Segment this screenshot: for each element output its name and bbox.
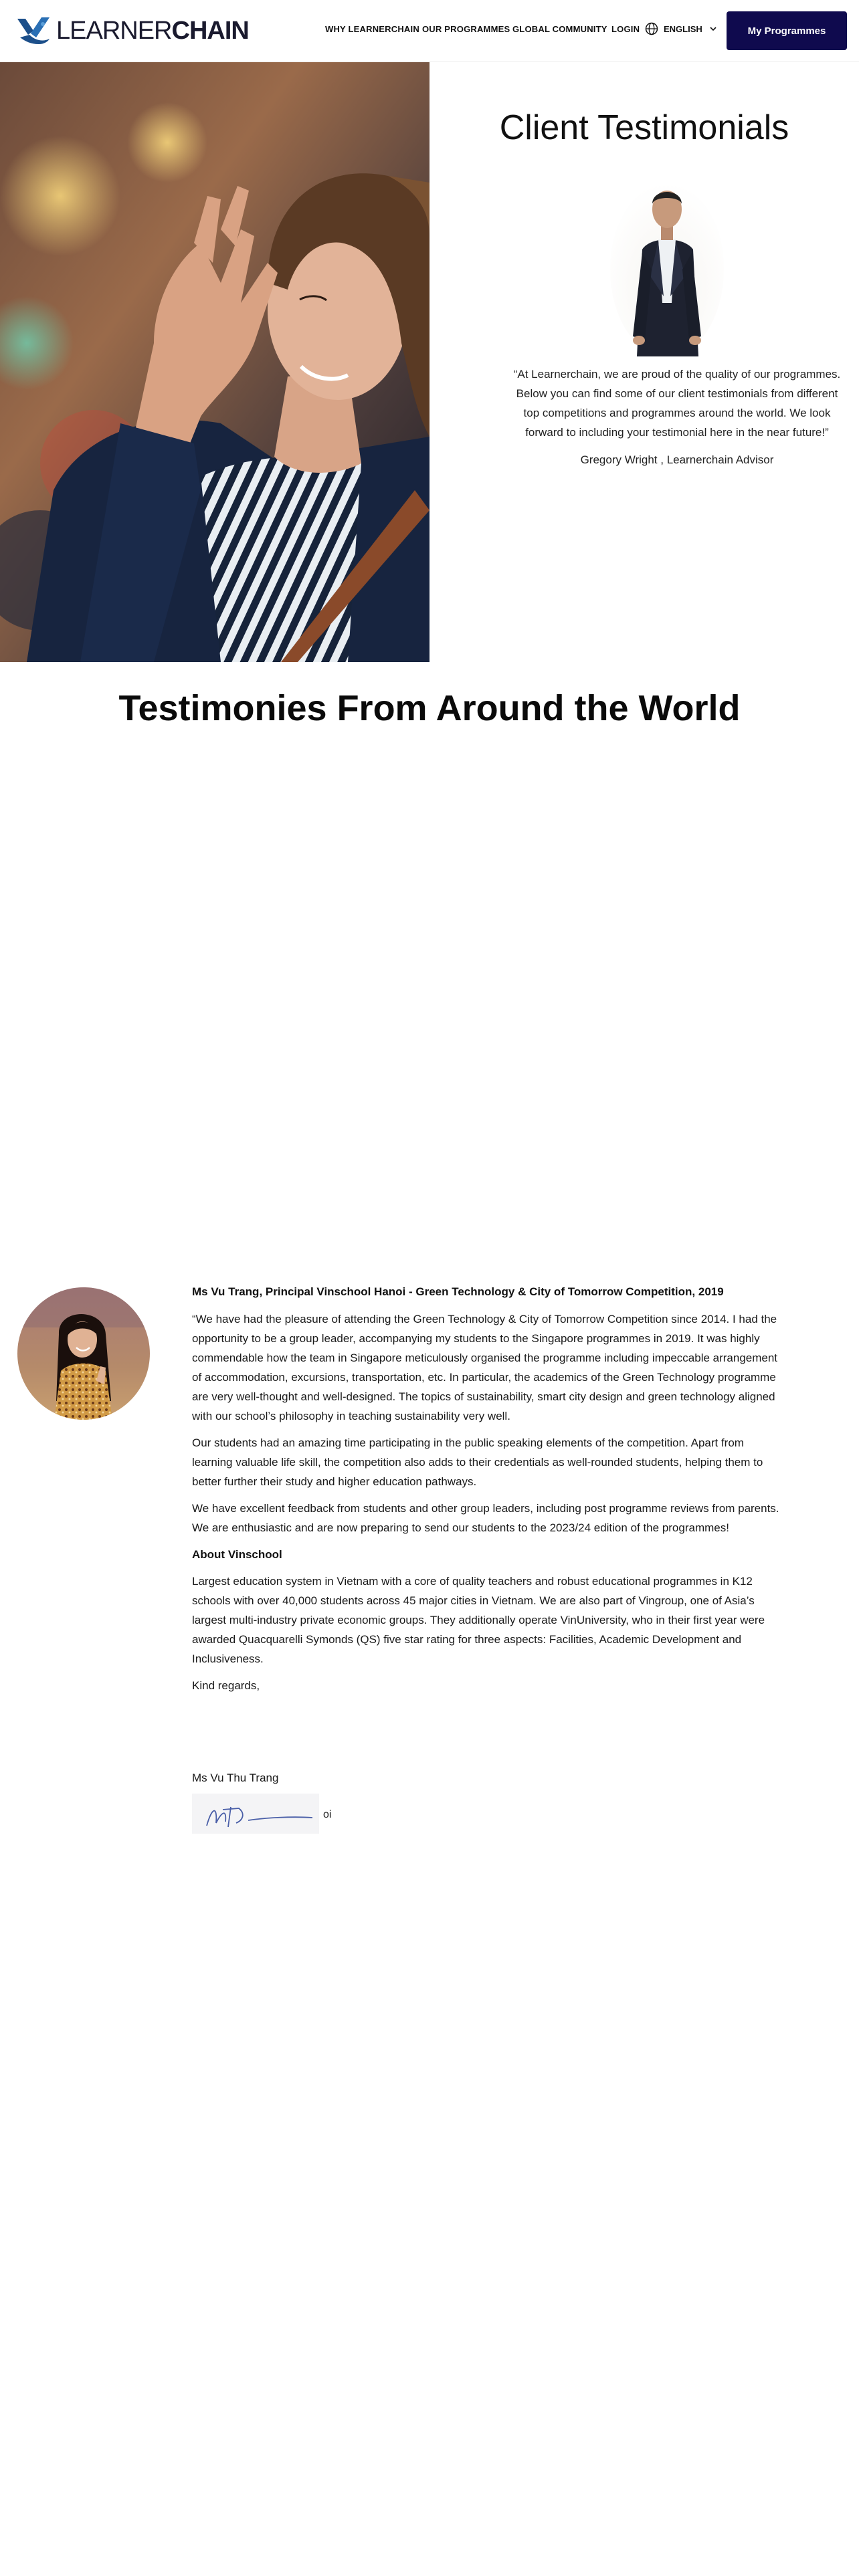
testimonial-heading: Ms Vu Trang, Principal Vinschool Hanoi - Green Technology & City of Tomorrow Competition, 2019 — [192, 1285, 724, 1298]
testimonial-paragraph-3: We have excellent feedback from students and other group leaders, including post programme reviews from parents. We are enthusiastic and are now preparing to send our students to the 2023/24 edition of the programmes! — [192, 1502, 779, 1534]
chevron-down-icon — [709, 25, 717, 33]
signer-name: Ms Vu Thu Trang — [192, 1772, 279, 1784]
closing: Kind regards, — [192, 1679, 260, 1692]
about-text: Largest education system in Vietnam with a core of quality teachers and robust educational programmes in K12 schools with over 40,000 students across 45 major cities in Vietnam. We are also part of Vingroup, one of Asia’s largest multi-industry private economic groups. They additionally operate VinUniversity, who in their first year were awarded Quacquarelli Symonds (QS) five star rating for three aspects: Facilities, Academic Development and Inclusiveness. — [192, 1575, 765, 1665]
my-programmes-button[interactable]: My Programmes — [727, 11, 847, 50]
advisor-photo — [610, 169, 724, 356]
logo-mark-icon — [16, 15, 51, 47]
page-title: Client Testimonials — [499, 108, 789, 147]
language-selector[interactable] — [645, 22, 717, 35]
globe-icon — [645, 22, 658, 35]
logo[interactable] — [16, 15, 249, 47]
language-label: ENGLISH — [664, 23, 702, 34]
testimonials-intro — [430, 62, 859, 662]
section-title: Testimonies From Around the World — [118, 688, 741, 728]
about-heading: About Vinschool — [192, 1548, 282, 1561]
testimonial-body — [192, 1282, 787, 1795]
top-nav — [0, 0, 859, 62]
hero-photo — [0, 62, 430, 662]
logo-text-thin: LEARNER — [56, 17, 172, 45]
logo-wordmark — [56, 15, 249, 47]
avatar — [17, 1287, 150, 1420]
nav-why-learnerchain[interactable]: WHY LEARNERCHAIN — [325, 24, 419, 34]
signature-image — [192, 1794, 339, 1834]
advisor-signature: Gregory Wright , Learnerchain Advisor — [580, 453, 774, 466]
nav-global-community[interactable]: GLOBAL COMMUNITY — [512, 24, 607, 34]
signature-suffix: oi — [323, 1809, 332, 1820]
spacer — [192, 1703, 787, 1768]
advisor-quote: “At Learnerchain, we are proud of the quality of our programmes. Below you can find some of our client testimonials from different top competitions and programmes around the world. We look forward to including your testimonial here in the near future!” — [513, 368, 841, 439]
testimonial-paragraph-1: “We have had the pleasure of attending the Green Technology & City of Tomorrow Competition since 2014. I had the opportunity to be a group leader, accompanying my students to the Singapore programmes in 2019. It was highly commendable how the team in Singapore meticulously organised the programme including impeccable arrangement of accommodation, excursions, transportation, etc. In particular, the academics of the Green Technology programme are very well-thought and well-designed. The topics of sustainability, smart city design and green technology aligned with our school’s philosophy in teaching sustainability very well. — [192, 1313, 778, 1422]
nav-our-programmes[interactable]: OUR PROGRAMMES — [422, 24, 510, 34]
testimonial-paragraph-2: Our students had an amazing time participating in the public speaking elements of the competition. Apart from learning valuable life skill, the competition also adds to their credentials as well-rounded students, helping them to better further their study and higher education pathways. — [192, 1436, 763, 1488]
logo-text-bold: CHAIN — [171, 17, 249, 45]
nav-login[interactable]: LOGIN — [611, 24, 640, 34]
